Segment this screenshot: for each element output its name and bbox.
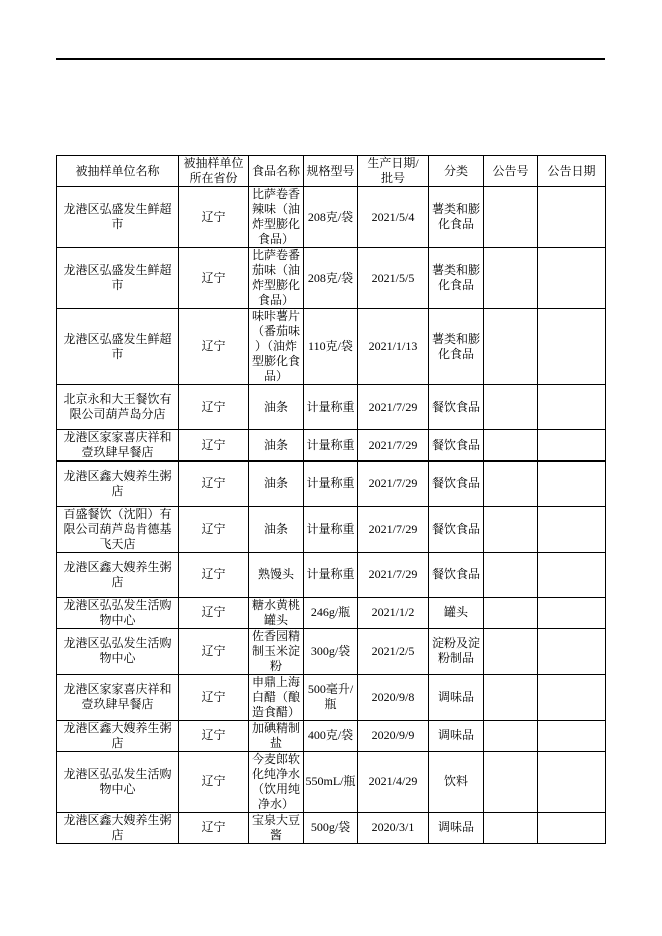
notice-date-cell xyxy=(538,385,606,430)
table-row xyxy=(57,461,606,506)
production-date-cell: 2021/5/5 xyxy=(358,248,429,309)
production-date-cell: 2021/7/29 xyxy=(358,461,429,506)
unit-name-cell: 龙港区鑫大嫂养生粥 店 xyxy=(57,812,179,843)
sampling-results-table xyxy=(56,155,606,844)
unit-name-cell: 北京永和大王餐饮有 限公司葫芦岛分店 xyxy=(57,385,179,430)
notice-number-cell xyxy=(484,506,538,552)
spec-cell: 计量称重 xyxy=(304,461,358,506)
spec-cell: 110克/袋 xyxy=(304,309,358,385)
notice-number-cell xyxy=(484,187,538,248)
header-rule xyxy=(56,58,605,60)
notice-number-cell xyxy=(484,751,538,812)
table-row xyxy=(57,751,606,812)
table-row xyxy=(57,506,606,552)
spec-cell: 550mL/瓶 xyxy=(304,751,358,812)
table-row xyxy=(57,187,606,248)
table-row xyxy=(57,309,606,385)
header-notice-date: 公告日期 xyxy=(538,156,606,187)
unit-name-cell: 龙港区弘盛发生鲜超 市 xyxy=(57,248,179,309)
table-body xyxy=(57,187,606,844)
category-cell: 餐饮食品 xyxy=(429,385,484,430)
province-cell: 辽宁 xyxy=(179,309,249,385)
production-date-cell: 2021/7/29 xyxy=(358,430,429,462)
notice-number-cell xyxy=(484,812,538,843)
production-date-cell: 2021/7/29 xyxy=(358,506,429,552)
food-name-cell: 比萨卷番 茄味（油 炸型膨化 食品） xyxy=(249,248,304,309)
notice-date-cell xyxy=(538,751,606,812)
unit-name-cell: 龙港区弘弘发生活购 物中心 xyxy=(57,597,179,628)
table-header-row xyxy=(57,156,606,187)
food-name-cell: 比萨卷香 辣味（油 炸型膨化 食品） xyxy=(249,187,304,248)
unit-name-cell: 龙港区鑫大嫂养生粥 店 xyxy=(57,720,179,751)
production-date-cell: 2021/4/29 xyxy=(358,751,429,812)
production-date-cell: 2021/1/13 xyxy=(358,309,429,385)
notice-number-cell xyxy=(484,720,538,751)
category-cell: 餐饮食品 xyxy=(429,552,484,597)
category-cell: 饮料 xyxy=(429,751,484,812)
notice-date-cell xyxy=(538,187,606,248)
province-cell: 辽宁 xyxy=(179,812,249,843)
spec-cell: 计量称重 xyxy=(304,385,358,430)
province-cell: 辽宁 xyxy=(179,248,249,309)
category-cell: 罐头 xyxy=(429,597,484,628)
province-cell: 辽宁 xyxy=(179,430,249,462)
category-cell: 调味品 xyxy=(429,812,484,843)
spec-cell: 208克/袋 xyxy=(304,248,358,309)
category-cell: 餐饮食品 xyxy=(429,430,484,462)
production-date-cell: 2021/5/4 xyxy=(358,187,429,248)
header-unit-name: 被抽样单位名称 xyxy=(57,156,179,187)
header-province: 被抽样单位 所在省份 xyxy=(179,156,249,187)
unit-name-cell: 龙港区弘弘发生活购 物中心 xyxy=(57,628,179,674)
province-cell: 辽宁 xyxy=(179,385,249,430)
province-cell: 辽宁 xyxy=(179,461,249,506)
unit-name-cell: 龙港区家家喜庆祥和 壹玖肆早餐店 xyxy=(57,674,179,720)
province-cell: 辽宁 xyxy=(179,597,249,628)
food-name-cell: 糖水黄桃 罐头 xyxy=(249,597,304,628)
notice-number-cell xyxy=(484,248,538,309)
production-date-cell: 2021/1/2 xyxy=(358,597,429,628)
category-cell: 调味品 xyxy=(429,674,484,720)
category-cell: 调味品 xyxy=(429,720,484,751)
production-date-cell: 2020/9/8 xyxy=(358,674,429,720)
food-name-cell: 熟馒头 xyxy=(249,552,304,597)
notice-date-cell xyxy=(538,461,606,506)
province-cell: 辽宁 xyxy=(179,552,249,597)
notice-date-cell xyxy=(538,674,606,720)
header-category: 分类 xyxy=(429,156,484,187)
spec-cell: 500毫升/ 瓶 xyxy=(304,674,358,720)
province-cell: 辽宁 xyxy=(179,628,249,674)
table-row xyxy=(57,674,606,720)
notice-date-cell xyxy=(538,309,606,385)
production-date-cell: 2021/7/29 xyxy=(358,552,429,597)
food-name-cell: 味咔薯片 （番茄味 ）（油炸 型膨化食 品） xyxy=(249,309,304,385)
category-cell: 餐饮食品 xyxy=(429,461,484,506)
category-cell: 薯类和膨 化食品 xyxy=(429,248,484,309)
notice-date-cell xyxy=(538,506,606,552)
notice-date-cell xyxy=(538,552,606,597)
food-name-cell: 油条 xyxy=(249,506,304,552)
notice-date-cell xyxy=(538,628,606,674)
production-date-cell: 2020/9/9 xyxy=(358,720,429,751)
notice-number-cell xyxy=(484,674,538,720)
food-name-cell: 加碘精制 盐 xyxy=(249,720,304,751)
notice-date-cell xyxy=(538,248,606,309)
notice-number-cell xyxy=(484,309,538,385)
food-name-cell: 油条 xyxy=(249,385,304,430)
food-name-cell: 申鼎上海 白醋（酿 造食醋） xyxy=(249,674,304,720)
table-row xyxy=(57,720,606,751)
food-name-cell: 佐香园精 制玉米淀 粉 xyxy=(249,628,304,674)
notice-date-cell xyxy=(538,597,606,628)
notice-date-cell xyxy=(538,430,606,462)
province-cell: 辽宁 xyxy=(179,187,249,248)
table-row xyxy=(57,812,606,843)
production-date-cell: 2021/2/5 xyxy=(358,628,429,674)
notice-number-cell xyxy=(484,385,538,430)
spec-cell: 计量称重 xyxy=(304,430,358,462)
production-date-cell: 2020/3/1 xyxy=(358,812,429,843)
notice-date-cell xyxy=(538,812,606,843)
food-name-cell: 油条 xyxy=(249,430,304,462)
unit-name-cell: 龙港区鑫大嫂养生粥 店 xyxy=(57,552,179,597)
notice-date-cell xyxy=(538,720,606,751)
food-name-cell: 宝泉大豆 酱 xyxy=(249,812,304,843)
table-row xyxy=(57,248,606,309)
notice-number-cell xyxy=(484,597,538,628)
category-cell: 薯类和膨 化食品 xyxy=(429,187,484,248)
table-row xyxy=(57,597,606,628)
category-cell: 淀粉及淀 粉制品 xyxy=(429,628,484,674)
table-row xyxy=(57,552,606,597)
province-cell: 辽宁 xyxy=(179,720,249,751)
spec-cell: 计量称重 xyxy=(304,552,358,597)
spec-cell: 300g/袋 xyxy=(304,628,358,674)
spec-cell: 400克/袋 xyxy=(304,720,358,751)
spec-cell: 计量称重 xyxy=(304,506,358,552)
header-production-date: 生产日期/ 批号 xyxy=(358,156,429,187)
notice-number-cell xyxy=(484,430,538,462)
table-row xyxy=(57,385,606,430)
province-cell: 辽宁 xyxy=(179,674,249,720)
header-food-name: 食品名称 xyxy=(249,156,304,187)
unit-name-cell: 百盛餐饮（沈阳）有 限公司葫芦岛肯德基 飞天店 xyxy=(57,506,179,552)
spec-cell: 500g/袋 xyxy=(304,812,358,843)
unit-name-cell: 龙港区弘弘发生活购 物中心 xyxy=(57,751,179,812)
food-name-cell: 油条 xyxy=(249,461,304,506)
spec-cell: 208克/袋 xyxy=(304,187,358,248)
unit-name-cell: 龙港区弘盛发生鲜超 市 xyxy=(57,187,179,248)
unit-name-cell: 龙港区弘盛发生鲜超 市 xyxy=(57,309,179,385)
food-name-cell: 今麦郎软 化纯净水 （饮用纯 净水） xyxy=(249,751,304,812)
category-cell: 薯类和膨 化食品 xyxy=(429,309,484,385)
unit-name-cell: 龙港区鑫大嫂养生粥 店 xyxy=(57,461,179,506)
table-row xyxy=(57,628,606,674)
notice-number-cell xyxy=(484,552,538,597)
notice-number-cell xyxy=(484,461,538,506)
unit-name-cell: 龙港区家家喜庆祥和 壹玖肆早餐店 xyxy=(57,430,179,462)
notice-number-cell xyxy=(484,628,538,674)
province-cell: 辽宁 xyxy=(179,751,249,812)
production-date-cell: 2021/7/29 xyxy=(358,385,429,430)
header-spec: 规格型号 xyxy=(304,156,358,187)
header-notice-number: 公告号 xyxy=(484,156,538,187)
spec-cell: 246g/瓶 xyxy=(304,597,358,628)
category-cell: 餐饮食品 xyxy=(429,506,484,552)
table-row xyxy=(57,430,606,462)
province-cell: 辽宁 xyxy=(179,506,249,552)
